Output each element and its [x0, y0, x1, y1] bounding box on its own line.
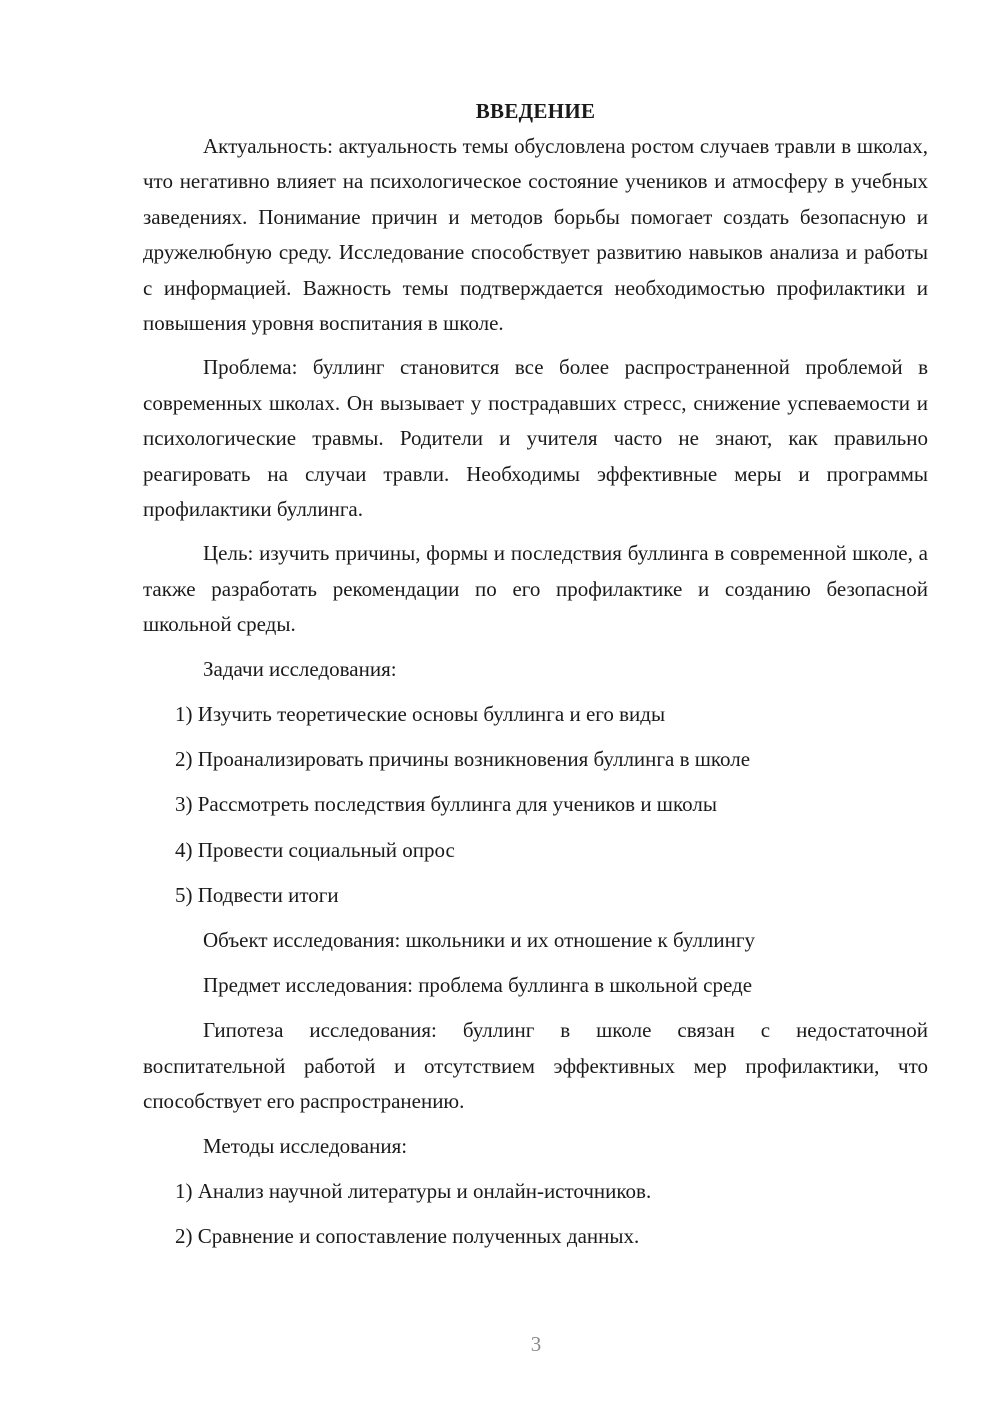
hypothesis-paragraph: Гипотеза исследования: буллинг в школе связан с недостаточной воспитательной работой и отсутствием эффективных мер профилактики, что способствует его распространению. [143, 1018, 928, 1114]
research-subject: Предмет исследования: проблема буллинга в школьной среде [203, 973, 753, 998]
task-item-5: 5) Подвести итоги [175, 882, 339, 907]
task-item-3: 3) Рассмотреть последствия буллинга для учеников и школы [175, 792, 717, 817]
task-item-4: 4) Провести социальный опрос [175, 837, 455, 862]
task-item-2: 2) Проанализировать причины возникновения буллинга в школе [175, 747, 751, 772]
method-item-2: 2) Сравнение и сопоставление полученных данных. [175, 1223, 640, 1248]
section-heading: ВВЕДЕНИЕ [475, 99, 596, 123]
goal-paragraph: Цель: изучить причины, формы и последствия буллинга в современной школе, а также разработать рекомендации по его профилактике и созданию безопасной школьной среды. [143, 541, 928, 637]
problem-paragraph: Проблема: буллинг становится все более распространенной проблемой в современных школах. Он вызывает у пострадавших стресс, снижение успеваемости и психологические травмы. Родители и учителя часто не знают, как правильно реагировать на случаи травли. Необходимы эффективные меры и программы профилактики буллинга. [143, 355, 928, 522]
methods-heading: Методы исследования: [203, 1133, 408, 1158]
tasks-heading: Задачи исследования: [203, 656, 397, 681]
document-page [143, 96, 928, 1264]
relevance-paragraph: Актуальность: актуальность темы обусловлена ростом случаев травли в школах, что негативно влияет на психологическое состояние учеников и атмосферу в учебных заведениях. Понимание причин и методов борьбы помогает создать безопасную и дружелюбную среду. Исследование способствует развитию навыков анализа и работы с информацией. Важность темы подтверждается необходимостью профилактики и повышения уровня воспитания в школе. [143, 134, 928, 336]
task-item-1: 1) Изучить теоретические основы буллинга и его виды [175, 701, 666, 726]
method-item-1: 1) Анализ научной литературы и онлайн-источников. [175, 1178, 652, 1203]
research-object: Объект исследования: школьники и их отношение к буллингу [203, 927, 755, 952]
page-number: 3 [530, 1332, 542, 1356]
